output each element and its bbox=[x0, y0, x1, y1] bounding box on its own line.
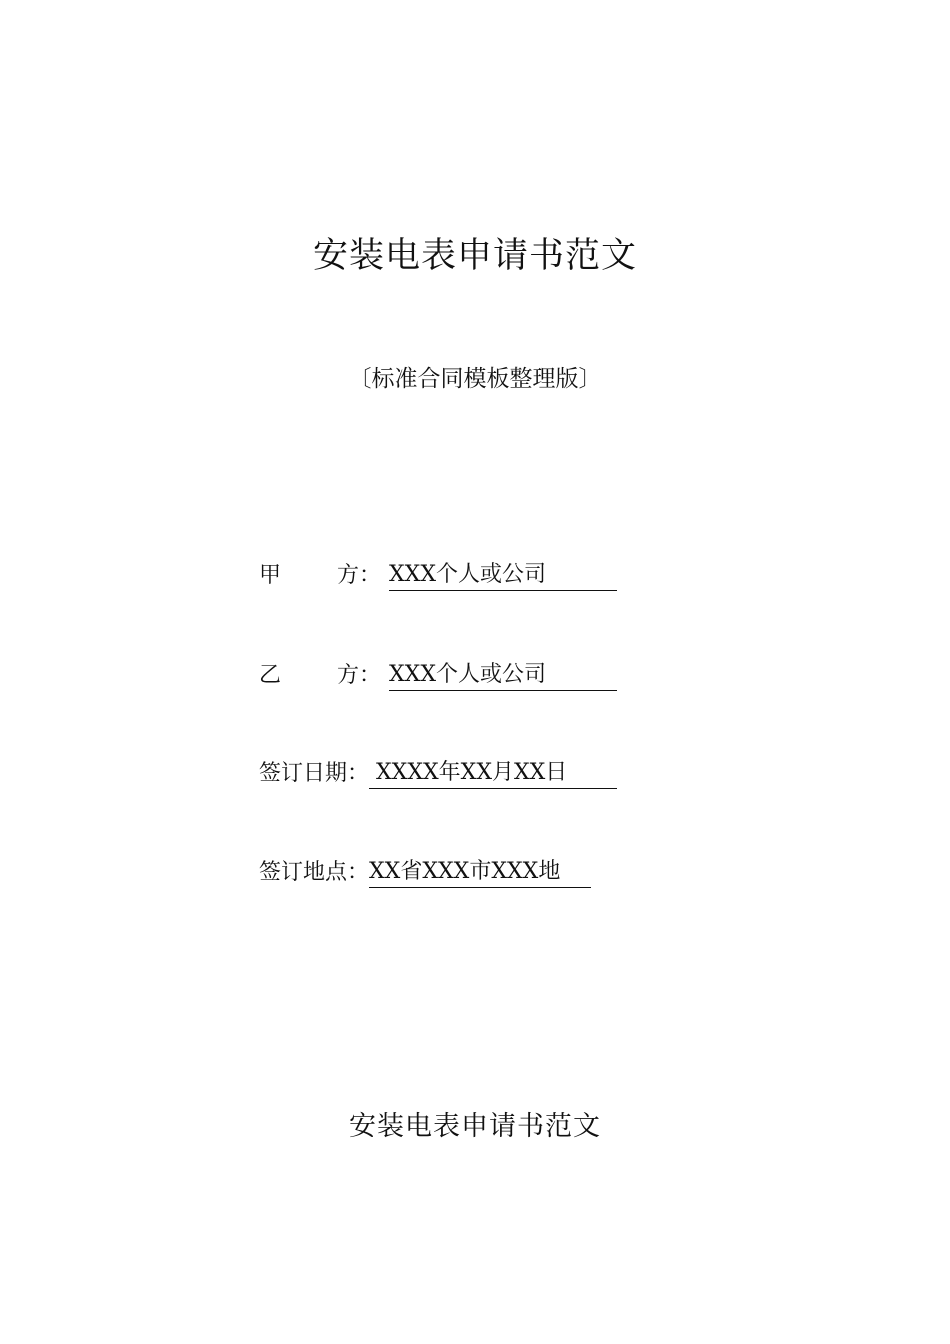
party-a-value: XXX个人或公司 bbox=[389, 560, 617, 591]
signing-date-field bbox=[259, 758, 617, 790]
footer-title: 安装电表申请书范文 bbox=[349, 1111, 601, 1142]
party-b-value: XXX个人或公司 bbox=[389, 660, 617, 691]
party-a-label-suffix: 方： bbox=[337, 563, 382, 588]
party-a-label bbox=[259, 560, 389, 592]
signing-place-label: 签订地点： bbox=[259, 860, 370, 885]
party-b-label bbox=[259, 660, 389, 692]
signing-place-field bbox=[259, 857, 591, 889]
party-b-field bbox=[259, 660, 617, 692]
signing-date-value: XXXX年XX月XX日 bbox=[369, 758, 617, 789]
document-subtitle: 〔标准合同模板整理版〕 bbox=[348, 366, 602, 392]
party-a-label-char: 甲 bbox=[259, 563, 282, 588]
signing-place-value: XX省XXX市XXX地 bbox=[369, 857, 591, 888]
party-a-field bbox=[259, 560, 617, 592]
party-b-label-suffix: 方： bbox=[337, 663, 382, 688]
document-title: 安装电表申请书范文 bbox=[312, 236, 637, 276]
signing-date-label: 签订日期： bbox=[259, 761, 370, 786]
party-b-label-char: 乙 bbox=[259, 663, 282, 688]
